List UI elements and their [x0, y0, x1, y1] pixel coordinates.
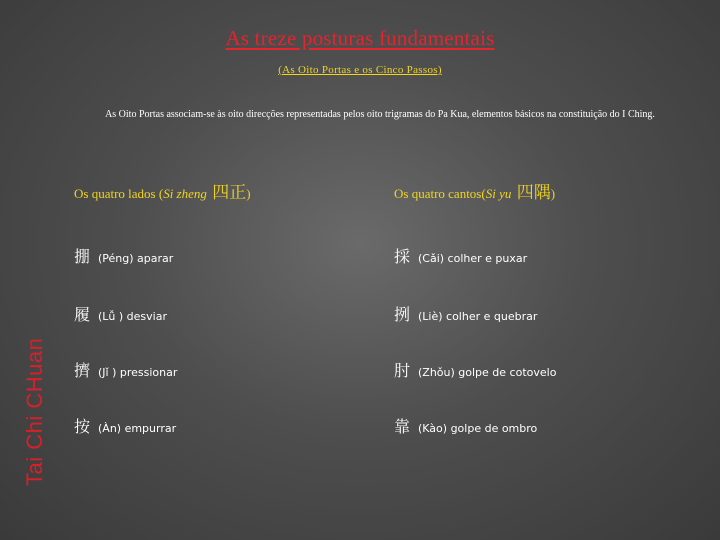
- four-sides-heading-chinese: 四正: [206, 183, 247, 203]
- four-sides-heading-romanization: Si zheng: [163, 186, 207, 201]
- posture-description: (Lǚ ) desviar: [98, 310, 167, 323]
- slide-title: As treze posturas fundamentais: [225, 26, 495, 50]
- list-item: [394, 244, 527, 270]
- four-corners-heading-romanization: Si yu: [485, 186, 512, 201]
- posture-character: 採: [394, 247, 411, 266]
- four-sides-heading-prefix: Os quatro lados (: [74, 186, 164, 201]
- four-corners-heading: [394, 178, 704, 208]
- posture-character: 擠: [74, 361, 91, 380]
- list-item: [394, 302, 537, 328]
- list-item: [74, 414, 176, 440]
- four-corners-heading-chinese: 四隅: [511, 183, 551, 203]
- list-item: [74, 244, 173, 270]
- list-item: [394, 358, 556, 384]
- posture-description: (Péng) aparar: [98, 252, 174, 265]
- four-sides-heading-suffix: ): [246, 186, 251, 201]
- posture-character: 履: [74, 305, 91, 324]
- posture-character: 肘: [394, 361, 411, 380]
- four-corners-heading-suffix: ): [550, 186, 556, 201]
- four-corners-heading-prefix: Os quatro cantos(: [394, 186, 486, 201]
- posture-description: (Jǐ ) pressionar: [98, 366, 178, 379]
- posture-description: (Liè) colher e quebrar: [418, 310, 538, 323]
- four-corners-column: [394, 178, 704, 436]
- four-sides-heading: [74, 178, 384, 208]
- posture-description: (Zhǒu) golpe de cotovelo: [418, 366, 557, 379]
- posture-description: (Cǎi) colher e puxar: [418, 252, 528, 265]
- posture-description: (Kào) golpe de ombro: [418, 422, 538, 435]
- intro-paragraph: As Oito Portas associam-se às oito direcções representadas pelos oito trigramas do Pa Kua, elementos básicos na constituição do I Ching.: [105, 109, 655, 120]
- slide-subtitle: (As Oito Portas e os Cinco Passos): [278, 64, 442, 76]
- posture-character: 按: [74, 417, 91, 436]
- posture-character: 靠: [394, 417, 411, 436]
- side-label: Tai Chi CHuan: [22, 337, 47, 486]
- posture-character: 挒: [394, 305, 411, 324]
- posture-description: (Àn) empurrar: [98, 422, 177, 435]
- list-item: [74, 302, 167, 328]
- four-sides-column: [74, 178, 384, 436]
- posture-character: 掤: [74, 247, 91, 266]
- list-item: [74, 358, 177, 384]
- list-item: [394, 414, 537, 440]
